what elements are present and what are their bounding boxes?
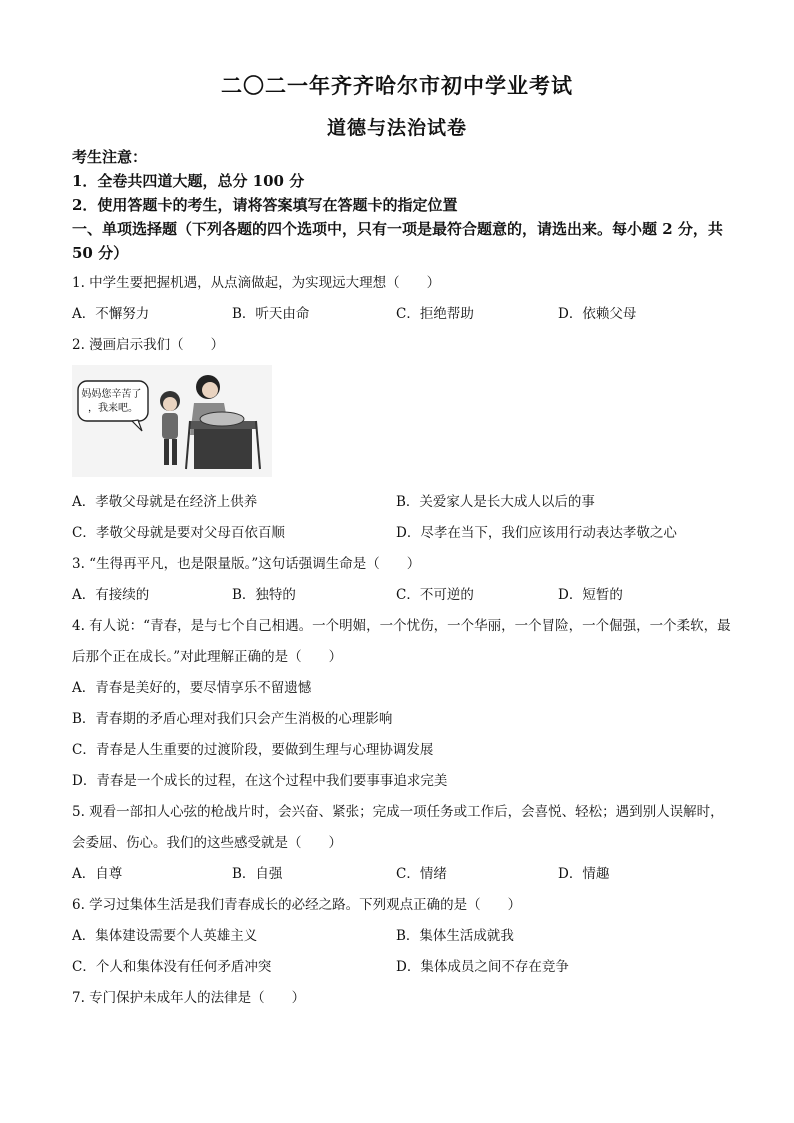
section-1-heading: 一、单项选择题（下列各题的四个选项中，只有一项是最符合题意的，请选出来。每小题 2 分，共 50 分）: [72, 220, 723, 262]
question-6-options-row-2: [72, 952, 732, 983]
question-1-stem: 1. 中学生要把握机遇，从点滴做起，为实现远大理想（ ）: [72, 275, 441, 291]
question-3-option-d[interactable]: D．短暂的: [558, 587, 623, 603]
question-2-option-a[interactable]: A．孝敬父母就是在经济上供养: [72, 494, 258, 510]
question-3-option-c[interactable]: C．不可逆的: [396, 587, 474, 603]
notice-heading: 考生注意：: [72, 148, 148, 166]
question-5-options: [72, 859, 732, 890]
question-4-option-b[interactable]: B．青春期的矛盾心理对我们只会产生消极的心理影响: [72, 711, 393, 727]
question-6-options-row-1: [72, 921, 732, 952]
question-1-option-b[interactable]: B．听天由命: [232, 306, 310, 322]
question-3-options: [72, 580, 732, 611]
question-6-option-a[interactable]: A．集体建设需要个人英雄主义: [72, 928, 258, 944]
notice-item-1: 1．全卷共四道大题，总分 100 分: [72, 172, 305, 190]
comic-illustration: [72, 365, 272, 477]
question-6-option-c[interactable]: C．个人和集体没有任何矛盾冲突: [72, 959, 272, 975]
question-1-options: [72, 299, 732, 330]
question-4-option-c[interactable]: C．青春是人生重要的过渡阶段，要做到生理与心理协调发展: [72, 742, 434, 758]
question-7-stem: 7. 专门保护未成年人的法律是（ ）: [72, 990, 306, 1006]
speech-bubble: [78, 381, 148, 421]
question-2-option-c[interactable]: C．孝敬父母就是要对父母百依百顺: [72, 525, 285, 541]
question-5-option-c[interactable]: C．情绪: [396, 866, 447, 882]
notice-block: [72, 145, 732, 265]
question-3-option-a[interactable]: A．有接续的: [72, 587, 150, 603]
exam-subtitle: 道德与法治试卷: [326, 117, 467, 139]
question-2-option-b[interactable]: B．关爱家人是长大成人以后的事: [396, 494, 595, 510]
notice-item-2: 2．使用答题卡的考生，请将答案填写在答题卡的指定位置: [72, 196, 458, 214]
question-1-option-c[interactable]: C．拒绝帮助: [396, 306, 474, 322]
exam-title: 二〇二一年齐齐哈尔市初中学业考试: [221, 73, 573, 98]
question-3-option-b[interactable]: B．独特的: [232, 587, 296, 603]
question-3-stem: 3. “生得再平凡，也是限量版。”这句话强调生命是（ ）: [72, 556, 421, 572]
question-2-options-row-2: [72, 518, 732, 549]
question-6-option-b[interactable]: B．集体生活成就我: [396, 928, 514, 944]
question-5-option-b[interactable]: B．自强: [232, 866, 283, 882]
question-5-option-a[interactable]: A．自尊: [72, 866, 123, 882]
question-1-option-d[interactable]: D．依赖父母: [558, 306, 637, 322]
question-2-option-d[interactable]: D．尽孝在当下，我们应该用行动表达孝敬之心: [396, 525, 677, 541]
question-6-stem: 6. 学习过集体生活是我们青春成长的必经之路。下列观点正确的是（ ）: [72, 897, 522, 913]
question-2-stem: 2. 漫画启示我们（ ）: [72, 337, 225, 353]
question-6-option-d[interactable]: D．集体成员之间不存在竞争: [396, 959, 569, 975]
question-5-stem: 5. 观看一部扣人心弦的枪战片时，会兴奋、紧张；完成一项任务或工作后，会喜悦、轻松；遇到别人误解时，会委屈、伤心。我们的这些感受就是（ ）: [72, 804, 724, 851]
question-4-stem: 4. 有人说：“青春，是与七个自己相遇。一个明媚，一个忧伤，一个华丽，一个冒险，一个倔强，一个柔软，最后那个正在成长。”对此理解正确的是（ ）: [72, 618, 731, 665]
question-5-option-d[interactable]: D．情趣: [558, 866, 610, 882]
comic-speech-text: 妈妈您辛苦了 ，我来吧。: [81, 389, 142, 414]
question-4-option-a[interactable]: A．青春是美好的，要尽情享乐不留遗憾: [72, 680, 312, 696]
question-1-option-a[interactable]: A．不懈努力: [72, 306, 150, 322]
question-2-options-row-1: [72, 487, 732, 518]
question-4-option-d[interactable]: D．青春是一个成长的过程，在这个过程中我们要事事追求完美: [72, 773, 448, 789]
